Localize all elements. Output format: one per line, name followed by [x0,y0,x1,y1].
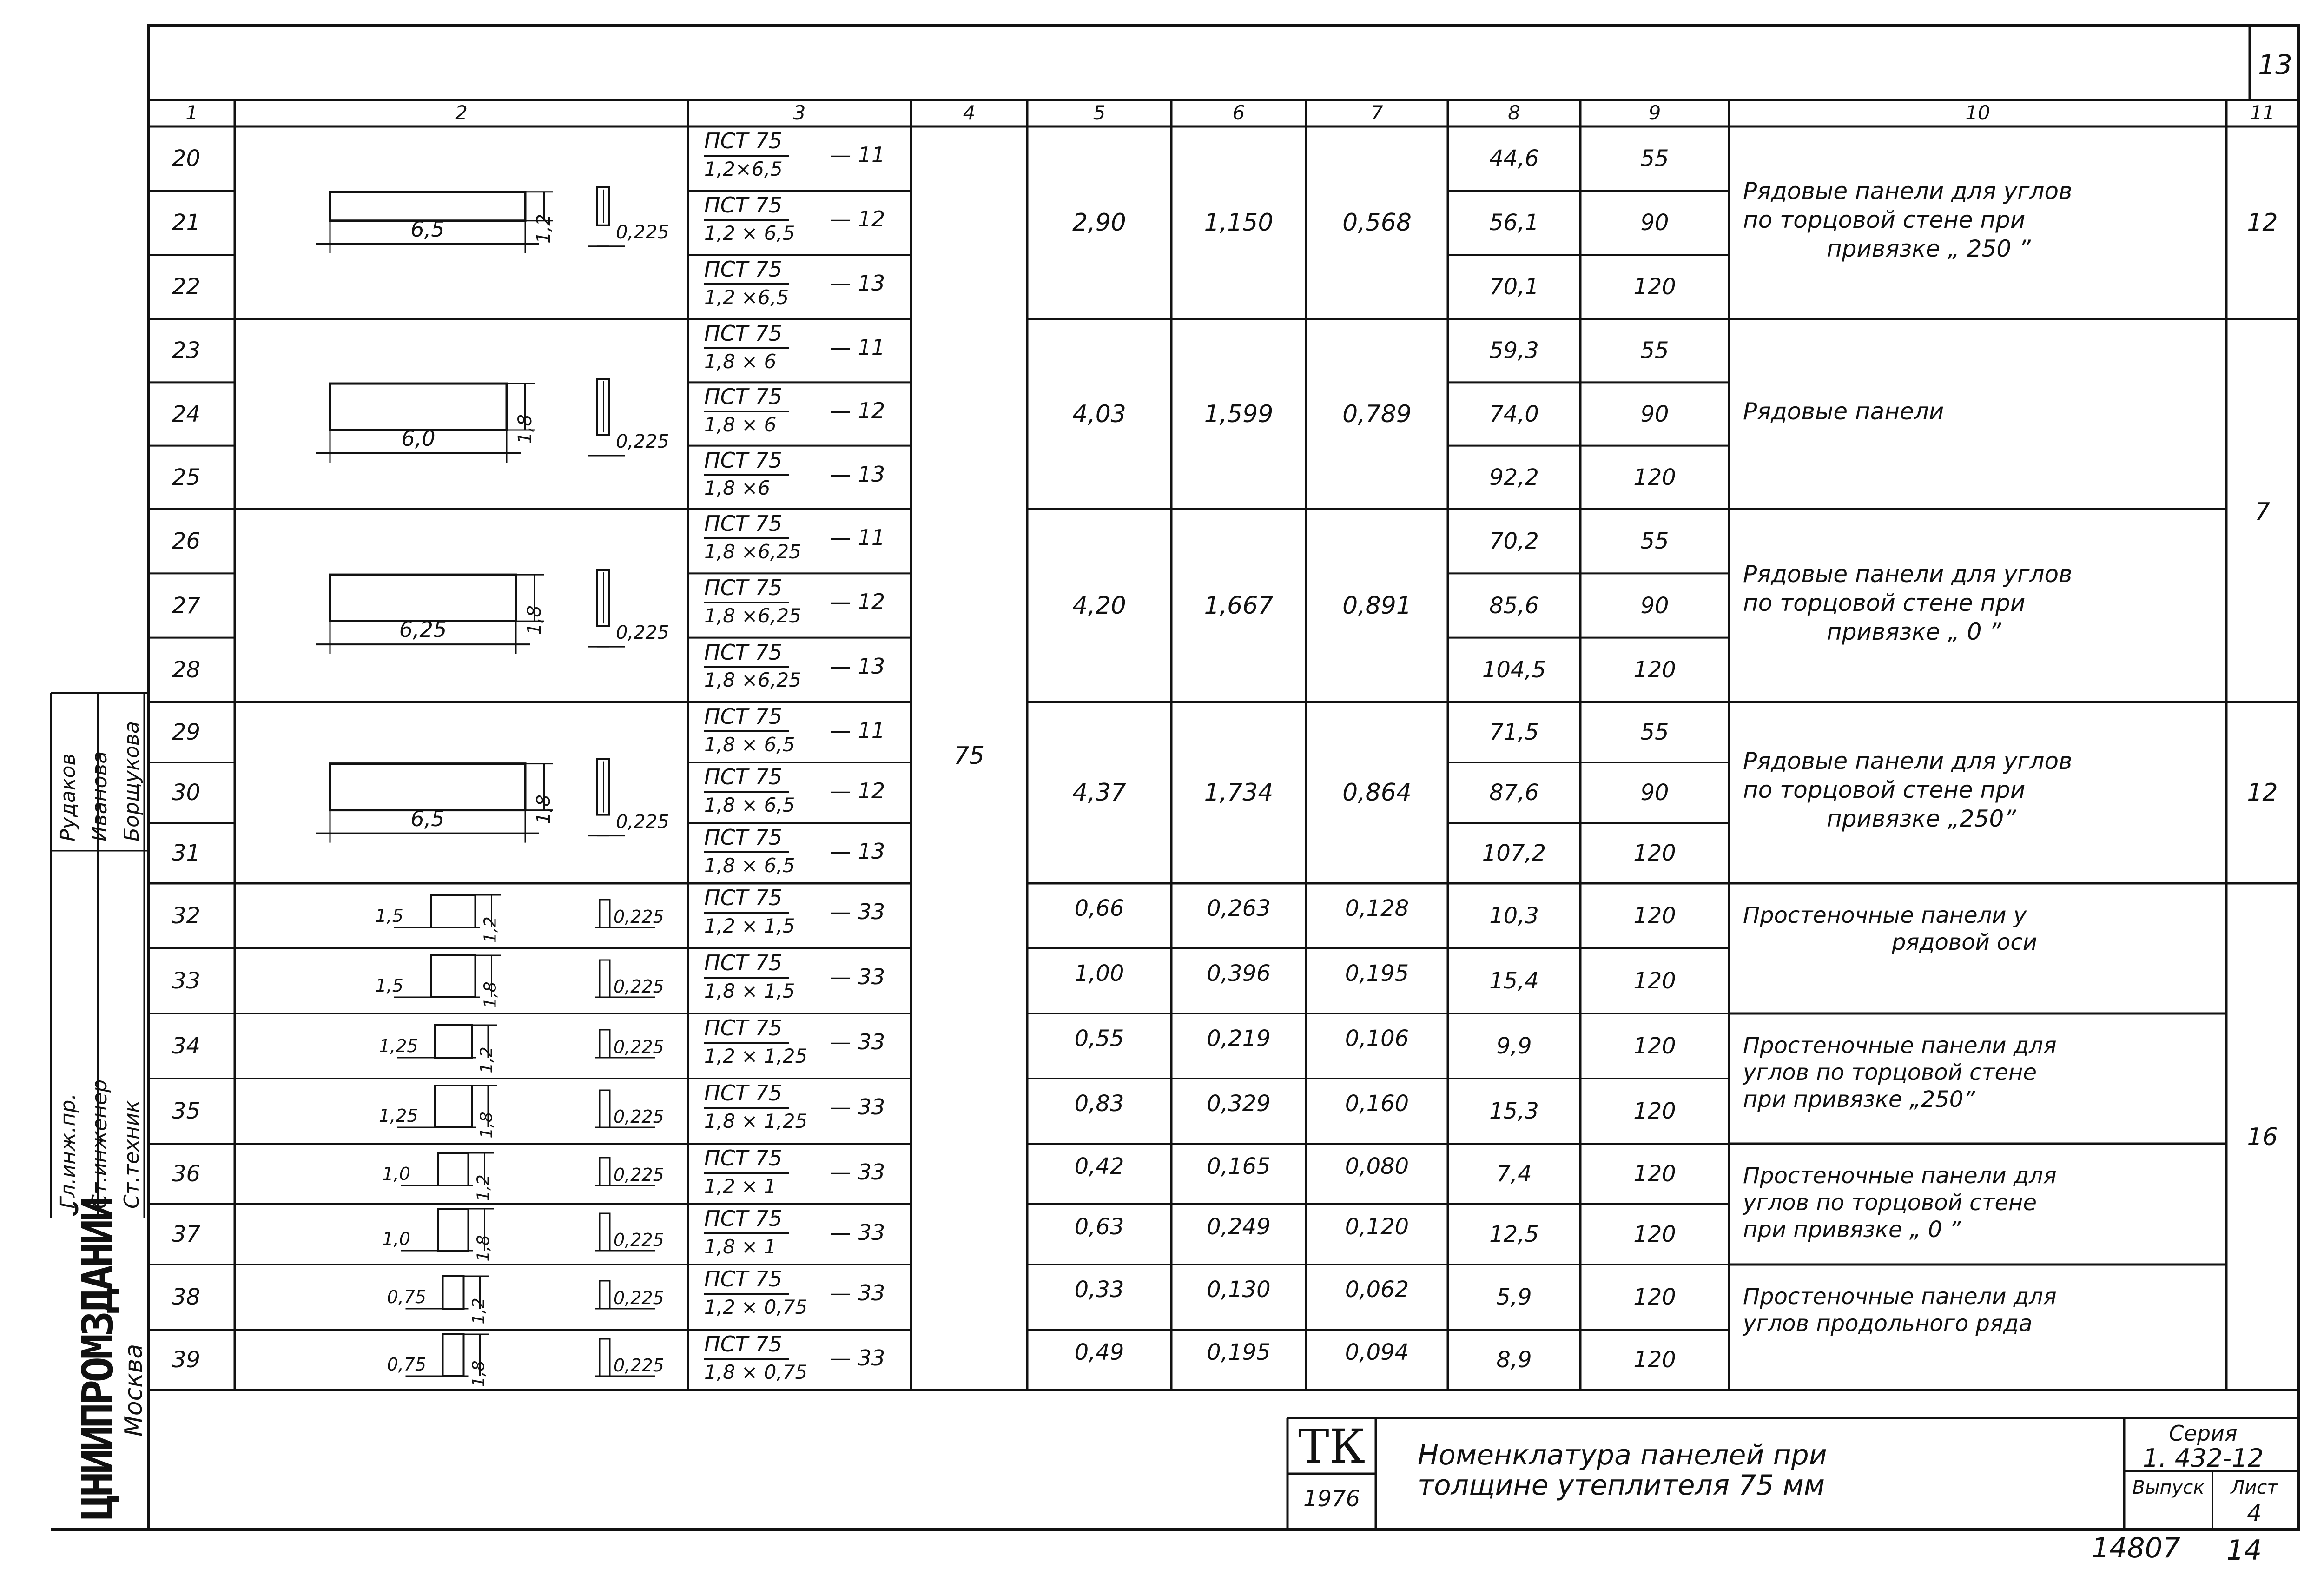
row-number: 27 [172,592,201,619]
column-number: 8 [1508,101,1520,124]
concrete-volume-value: 0,130 [1207,1277,1271,1303]
weight-value: 10,3 [1489,903,1539,929]
area-value: 0,33 [1074,1277,1124,1303]
panel-mark-series: ПСТ 75 [704,886,789,914]
stamp-name: Иванова [88,751,112,841]
column-number: 10 [1965,101,1990,124]
pier-length-label: 1,5 [375,975,403,996]
area-value: 4,20 [1072,591,1126,620]
panel-mark [704,384,885,436]
panel-mark-size: 1,8 × 6 [704,413,777,436]
pier-description: Простеночные панели у [1743,902,2027,928]
panel-mark-size: 1,8 ×6,25 [704,540,801,563]
sheet-reference: 7 [2254,498,2271,526]
panel-mark-index: — 33 [830,964,885,989]
panel-mark-size: 1,8 × 1,25 [704,1109,808,1132]
column-number: 6 [1232,101,1245,124]
pier-thickness-label: 0,225 [614,1288,664,1308]
organization-name: ЦНИИПРОМЗДАНИЙ [73,1199,123,1520]
panel-mark [704,704,885,756]
steel-value: 0,080 [1345,1153,1409,1179]
panel-mark-index: — 13 [830,271,885,296]
steel-value: 0,120 [1345,1214,1409,1240]
panel-mark-size: 1,8 × 6,5 [704,854,795,877]
steel-value: 0,094 [1345,1339,1409,1365]
pier-description: углов продольного ряда [1743,1311,2033,1337]
pier-section [600,1281,610,1309]
steel-value: 0,891 [1342,591,1412,620]
group-description: по торцовой стене при [1743,776,2026,803]
steel-value: 0,789 [1342,400,1412,428]
pier-description: углов по торцовой стене [1743,1190,2037,1216]
panel-mark-index: — 12 [830,589,885,615]
panel-mark-size: 1,8 × 0,75 [704,1360,808,1384]
panel-mark-index: — 33 [830,899,885,924]
steel-value: 0,864 [1342,779,1412,807]
panel-thickness-label: 0,225 [616,811,669,833]
row-number: 35 [172,1098,201,1124]
pier-section [600,960,610,997]
group-description: привязке „250” [1827,805,2016,832]
pier-panel-elevation [438,1209,469,1251]
panel-mark-index: — 12 [830,398,885,424]
column-number: 5 [1093,101,1106,124]
panel-mark-series: ПСТ 75 [704,1267,789,1295]
insulation-value: 120 [1633,903,1676,929]
weight-value: 56,1 [1489,210,1539,236]
pier-height-label: 1,2 [474,1174,493,1201]
row-number: 37 [172,1221,201,1247]
concrete-volume-value: 1,667 [1204,591,1274,620]
row-number: 28 [172,656,201,683]
panel-mark-index: — 33 [830,1345,885,1371]
area-value: 4,03 [1072,400,1126,428]
concrete-volume-value: 0,249 [1207,1214,1271,1240]
concrete-volume-value: 0,195 [1207,1339,1271,1365]
panel-mark-index: — 11 [830,335,885,360]
panel-mark-size: 1,8 × 6,5 [704,733,795,756]
sheet-reference: 16 [2247,1123,2278,1151]
pier-panel-elevation [435,1025,472,1058]
insulation-value: 120 [1633,274,1676,300]
panel-mark [704,1015,885,1067]
panel-mark-series: ПСТ 75 [704,1081,789,1109]
insulation-value: 55 [1640,719,1669,745]
steel-value: 0,568 [1342,209,1412,237]
sheet-label: Лист [2231,1477,2278,1498]
insulation-value: 90 [1640,592,1669,619]
insulation-value: 120 [1633,464,1676,490]
pier-height-label: 1,2 [477,1046,496,1073]
panel-mark-series: ПСТ 75 [704,1146,789,1174]
panel-mark-series: ПСТ 75 [704,193,789,221]
panel-mark-index: — 13 [830,839,885,864]
pier-panel-elevation [443,1334,464,1376]
weight-value: 59,3 [1489,338,1539,364]
insulation-value: 55 [1640,528,1669,555]
pier-length-label: 1,5 [375,906,403,926]
column-number: 2 [455,101,468,124]
row-number: 21 [172,210,201,236]
row-number: 26 [172,528,201,555]
pier-description: Простеночные панели для [1743,1163,2057,1189]
pier-section [600,900,610,927]
row-number: 23 [172,338,201,364]
panel-mark-series: ПСТ 75 [704,258,789,285]
tk-logo: ТК [1298,1419,1366,1474]
panel-mark-index: — 13 [830,461,885,487]
panel-mark-size: 1,8 ×6 [704,477,771,500]
column-number: 11 [2250,101,2275,124]
pier-thickness-label: 0,225 [614,1230,664,1250]
group-description: по торцовой стене при [1743,206,2026,233]
panel-mark-size: 1,8 × 1,5 [704,979,795,1002]
panel-mark [704,257,885,309]
pier-length-label: 1,0 [382,1229,410,1249]
pier-section [600,1030,610,1058]
weight-value: 85,6 [1489,592,1539,619]
panel-mark-size: 1,8 × 6 [704,350,777,373]
area-value: 4,37 [1072,779,1126,807]
sheet-title-line2: толщине утеплителя 75 мм [1418,1469,1825,1502]
weight-value: 9,9 [1496,1033,1532,1059]
panel-length-label: 6,5 [410,806,445,831]
panel-mark-size: 1,8 ×6,25 [704,669,801,692]
panel-mark-index: — 11 [830,142,885,167]
sheet-title: Номенклатура панелей при [1418,1439,1827,1471]
pier-description: Простеночные панели для [1743,1284,2057,1310]
weight-value: 15,3 [1489,1098,1539,1124]
panel-mark-index: — 33 [830,1280,885,1305]
insulation-value: 90 [1640,780,1669,806]
issue-label: Выпуск [2132,1477,2205,1498]
panel-height-label: 1,8 [523,605,545,635]
panel-elevation [330,764,525,810]
insulation-value: 120 [1633,1347,1676,1373]
panel-mark-size: 1,2 × 1 [704,1174,777,1198]
weight-value: 70,2 [1489,528,1539,555]
panel-mark-size: 1,2 ×6,5 [704,285,789,309]
pier-length-label: 1,25 [379,1106,418,1126]
panel-mark-series: ПСТ 75 [704,129,789,157]
column-number: 3 [793,101,806,124]
stamp-role: Гл.инж.пр. [56,1093,80,1209]
group-description: Рядовые панели для углов [1743,748,2073,775]
panel-mark [704,825,885,877]
pier-description: при привязке „250” [1743,1086,1975,1112]
stamp-role: Ст.инженер [88,1079,112,1209]
pier-panel-elevation [431,895,475,927]
pier-length-label: 1,25 [379,1036,418,1056]
stamp-name: Борщукова [120,721,144,841]
area-value: 0,49 [1074,1339,1124,1365]
series-value: 1. 432-12 [2143,1444,2264,1473]
group-description: Рядовые панели [1743,397,1944,425]
panel-mark-size: 1,8 × 1 [704,1235,777,1258]
panel-mark-index: — 13 [830,653,885,679]
weight-value: 92,2 [1489,464,1539,490]
group-description: привязке „ 0 ” [1827,618,2001,645]
area-value: 0,63 [1074,1214,1124,1240]
steel-value: 0,062 [1345,1277,1409,1303]
weight-value: 87,6 [1489,780,1539,806]
row-number: 22 [172,274,201,300]
pier-thickness-label: 0,225 [614,1106,664,1127]
panel-elevation [330,384,507,430]
panel-mark [704,1146,885,1198]
panel-mark-series: ПСТ 75 [704,512,789,539]
panel-length-label: 6,0 [401,426,436,451]
concrete-volume-value: 0,396 [1207,960,1271,987]
pier-section [600,1213,610,1251]
pier-thickness-label: 0,225 [614,976,664,997]
stamp-role: Ст.техник [120,1100,144,1209]
insulation-value: 120 [1633,1098,1676,1124]
weight-value: 5,9 [1496,1284,1532,1310]
panel-thickness-label: 0,225 [616,622,669,644]
panel-mark-size: 1,2×6,5 [704,157,783,180]
weight-value: 15,4 [1489,968,1539,994]
pier-height-label: 1,8 [477,1112,496,1139]
panel-mark-series: ПСТ 75 [704,765,789,793]
pier-description: при привязке „ 0 ” [1743,1217,1961,1243]
panel-mark-index: — 33 [830,1029,885,1054]
column-number: 9 [1648,101,1661,124]
panel-mark-index: — 11 [830,718,885,743]
area-value: 0,55 [1074,1026,1124,1052]
panel-mark-size: 1,8 ×6,25 [704,604,801,627]
panel-mark-size: 1,2 × 0,75 [704,1295,808,1318]
insulation-value: 120 [1633,1161,1676,1187]
panel-mark [704,950,885,1002]
weight-value: 74,0 [1489,401,1539,427]
panel-mark [704,511,885,563]
area-value: 0,66 [1074,895,1124,921]
steel-value: 0,195 [1345,960,1409,987]
sheet-reference: 12 [2247,779,2278,807]
panel-mark [704,1266,885,1318]
panel-mark-series: ПСТ 75 [704,322,789,349]
weight-value: 107,2 [1482,840,1546,866]
row-number: 34 [172,1033,201,1059]
pier-height-label: 1,2 [469,1298,489,1324]
panel-mark-index: — 12 [830,206,885,232]
insulation-value: 120 [1633,968,1676,994]
row-number: 20 [172,146,201,172]
panel-mark-index: — 12 [830,778,885,803]
panel-thickness-label: 0,225 [616,431,669,453]
row-number: 38 [172,1284,201,1310]
panel-mark-series: ПСТ 75 [704,449,789,476]
insulation-value: 90 [1640,401,1669,427]
year-label: 1976 [1303,1486,1360,1512]
panel-mark [704,885,885,937]
area-value: 0,83 [1074,1091,1124,1117]
panel-mark-size: 1,8 × 6,5 [704,793,795,816]
panel-mark [704,639,885,692]
weight-value: 71,5 [1489,719,1539,745]
insulation-value: 55 [1640,146,1669,172]
concrete-volume-value: 0,219 [1207,1026,1271,1052]
pier-panel-elevation [438,1153,469,1185]
group-description: Рядовые панели для углов [1743,178,2073,205]
pier-description: углов по торцовой стене [1743,1059,2037,1086]
footer-number-right: 14 [2226,1534,2262,1567]
panel-mark [704,764,885,816]
area-value: 2,90 [1072,209,1126,237]
pier-panel-elevation [431,955,475,997]
panel-mark [704,128,885,180]
pier-panel-elevation [435,1086,472,1127]
panel-mark [704,1206,885,1258]
weight-value: 104,5 [1482,656,1546,683]
panel-height-label: 1,8 [514,414,536,444]
panel-height-label: 1,2 [533,213,555,244]
pier-height-label: 1,2 [481,916,500,943]
row-number: 29 [172,719,201,745]
column-number: 1 [185,101,198,124]
insulation-value: 120 [1633,840,1676,866]
series-label: Серия [2169,1421,2238,1446]
weight-value: 12,5 [1489,1221,1539,1247]
pier-section [600,1090,610,1127]
insulation-value: 120 [1633,656,1676,683]
panel-mark-size: 1,2 × 1,25 [704,1044,808,1067]
panel-mark [704,192,885,245]
row-number: 25 [172,464,201,490]
concrete-volume-value: 0,329 [1207,1091,1271,1117]
row-number: 30 [172,780,201,806]
insulation-value: 120 [1633,1221,1676,1247]
pier-height-label: 1,8 [481,981,500,1008]
pier-description: Простеночные панели для [1743,1033,2057,1059]
panel-mark [704,447,885,500]
panel-mark [704,575,885,627]
panel-thickness-label: 0,225 [616,221,669,243]
row-number: 36 [172,1161,201,1187]
weight-value: 7,4 [1496,1161,1532,1187]
steel-value: 0,160 [1345,1091,1409,1117]
panel-mark [704,1331,885,1384]
concrete-volume-value: 1,734 [1204,779,1274,807]
weight-value: 70,1 [1489,274,1539,300]
sheet-value: 4 [2247,1500,2262,1527]
panel-length-label: 6,25 [399,617,447,642]
panel-mark-size: 1,2 × 6,5 [704,221,795,245]
weight-value: 8,9 [1496,1347,1532,1373]
thickness-merged: 75 [953,742,985,770]
steel-value: 0,106 [1345,1026,1409,1052]
sheet-number-badge: 13 [2258,49,2292,80]
panel-mark-index: — 33 [830,1159,885,1185]
insulation-value: 55 [1640,338,1669,364]
pier-thickness-label: 0,225 [614,907,664,927]
panel-elevation [330,575,516,621]
panel-mark-size: 1,2 × 1,5 [704,914,795,937]
pier-length-label: 1,0 [382,1164,410,1184]
panel-mark-series: ПСТ 75 [704,1207,789,1234]
panel-mark-series: ПСТ 75 [704,641,789,668]
column-number: 4 [963,101,976,124]
pier-length-label: 0,75 [387,1287,427,1307]
row-number: 32 [172,903,201,929]
panel-mark-index: — 33 [830,1220,885,1245]
concrete-volume-value: 0,165 [1207,1153,1271,1179]
group-description: привязке „ 250 ” [1827,235,2031,262]
area-value: 0,42 [1074,1153,1124,1179]
panel-mark-index: — 33 [830,1094,885,1119]
area-value: 1,00 [1074,960,1124,987]
pier-thickness-label: 0,225 [614,1355,664,1376]
panel-mark-series: ПСТ 75 [704,705,789,732]
panel-mark-series: ПСТ 75 [704,576,789,603]
pier-length-label: 0,75 [387,1354,427,1375]
concrete-volume-value: 1,150 [1204,209,1274,237]
city-name: Москва [120,1344,148,1437]
row-number: 24 [172,401,201,427]
weight-value: 44,6 [1489,146,1539,172]
panel-mark-series: ПСТ 75 [704,1016,789,1044]
panel-mark-series: ПСТ 75 [704,385,789,412]
row-number: 39 [172,1347,201,1373]
panel-length-label: 6,5 [410,216,445,242]
row-number: 31 [172,840,201,866]
pier-description: рядовой оси [1892,929,2037,955]
pier-section [600,1158,610,1185]
sheet-reference: 12 [2247,209,2278,237]
column-number: 7 [1371,101,1383,124]
insulation-value: 90 [1640,210,1669,236]
pier-height-label: 1,8 [469,1360,489,1387]
footer-number-left: 14807 [2092,1532,2180,1564]
panel-mark [704,321,885,373]
stamp-name: Рудаков [56,753,80,841]
panel-mark [704,1080,885,1132]
pier-thickness-label: 0,225 [614,1165,664,1185]
panel-mark-series: ПСТ 75 [704,951,789,979]
insulation-value: 120 [1633,1284,1676,1310]
concrete-volume-value: 0,263 [1207,895,1271,921]
panel-height-label: 1,8 [533,794,555,824]
insulation-value: 120 [1633,1033,1676,1059]
group-description: по торцовой стене при [1743,589,2026,616]
steel-value: 0,128 [1345,895,1409,921]
panel-mark-index: — 11 [830,525,885,550]
pier-thickness-label: 0,225 [614,1037,664,1057]
pier-height-label: 1,8 [474,1235,493,1262]
pier-section [600,1339,610,1376]
concrete-volume-value: 1,599 [1204,400,1274,428]
group-description: Рядовые панели для углов [1743,560,2073,588]
pier-panel-elevation [443,1276,464,1309]
panel-mark-series: ПСТ 75 [704,826,789,853]
row-number: 33 [172,968,201,994]
panel-mark-series: ПСТ 75 [704,1332,789,1360]
